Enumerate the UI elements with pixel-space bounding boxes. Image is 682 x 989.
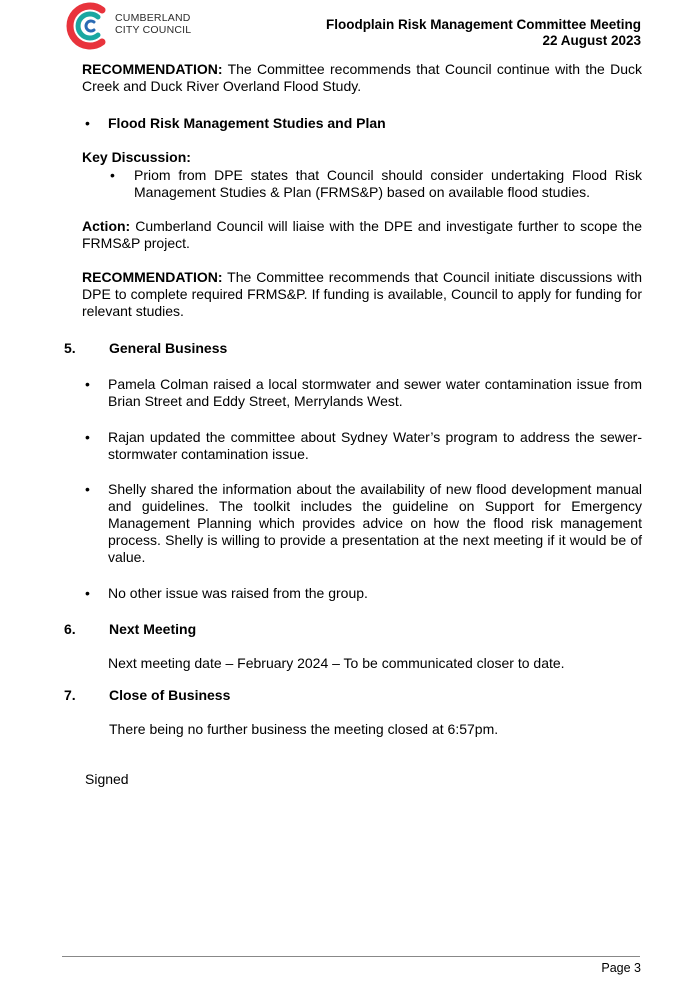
topic-heading: Flood Risk Management Studies and Plan — [108, 115, 386, 131]
recommendation-text: The Committee recommends that Council initiate discussions with DPE to complete required FRMS&P. If funding is available, Council to apply for funding for relevant studies. — [82, 269, 642, 319]
section-title: Close of Business — [109, 687, 231, 703]
recommendation-1 — [82, 61, 642, 95]
section-number: 7. — [64, 687, 76, 703]
council-logo — [64, 0, 204, 54]
logo-line1: CUMBERLAND — [115, 12, 191, 24]
next-meeting-text: Next meeting date – February 2024 – To be communicated closer to date. — [108, 655, 565, 671]
list-item: Rajan updated the committee about Sydney Water’s program to address the sewer-stormwater contamination issue. — [108, 429, 642, 462]
bullet-icon: • — [85, 429, 90, 445]
bullet-icon: • — [110, 167, 115, 183]
section-number: 6. — [64, 621, 76, 637]
bullet-icon: • — [85, 376, 90, 392]
page-number: Page 3 — [601, 961, 641, 975]
key-discussion-label: Key Discussion: — [82, 149, 191, 165]
bullet-icon: • — [85, 481, 90, 497]
action-label: Action: — [82, 218, 131, 234]
meeting-title: Floodplain Risk Management Committee Meeting — [325, 17, 641, 32]
list-item: No other issue was raised from the group. — [108, 585, 368, 601]
meeting-date: 22 August 2023 — [542, 33, 641, 48]
close-of-business-text: There being no further business the meeting closed at 6:57pm. — [109, 721, 499, 737]
recommendation-label: RECOMMENDATION: — [82, 269, 223, 285]
section-title: General Business — [109, 340, 228, 356]
section-title: Next Meeting — [109, 621, 197, 637]
document-header — [326, 17, 641, 49]
list-item: Pamela Colman raised a local stormwater and sewer water contamination issue from Brian Street and Eddy Street, Merrylands West. — [108, 376, 642, 409]
logo-line2: CITY COUNCIL — [115, 24, 192, 36]
recommendation-2 — [82, 269, 642, 320]
bullet-icon: • — [85, 585, 90, 601]
section-number: 5. — [64, 340, 76, 356]
key-discussion-item: Priom from DPE states that Council should consider undertaking Flood Risk Management Studies & Plan (FRMS&P) based on available flood studies. — [134, 167, 642, 200]
recommendation-text: The Committee recommends that Council continue with the Duck Creek and Duck River Overland Flood Study. — [82, 61, 642, 94]
list-item: Shelly shared the information about the availability of new flood development manual and guidelines. The toolkit includes the guideline on Support for Emergency Management Planning which provides advice on how the flood risk management process. Shelly is willing to provide a presentation at the next meeting if it would be of value. — [108, 481, 642, 565]
logo-wordmark — [115, 12, 191, 36]
council-logo-icon — [64, 0, 114, 52]
recommendation-label: RECOMMENDATION: — [82, 61, 223, 77]
footer-divider — [62, 956, 640, 957]
action-paragraph — [82, 218, 642, 252]
signed-label: Signed — [85, 771, 129, 787]
bullet-icon: • — [85, 115, 90, 131]
action-text: Cumberland Council will liaise with the DPE and investigate further to scope the FRMS&P project. — [82, 218, 642, 251]
